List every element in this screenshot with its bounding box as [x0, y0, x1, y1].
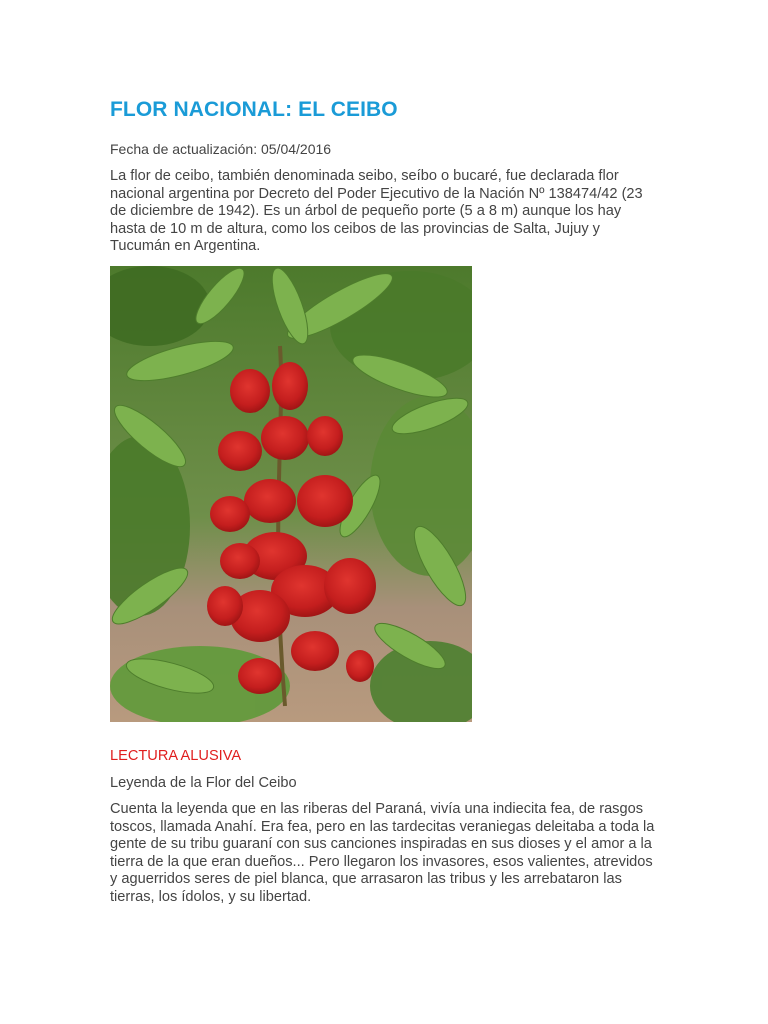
intro-paragraph: La flor de ceibo, también denominada seibo, seíbo o bucaré, fue declarada flor nacional argentina por Decreto del Poder Ejecutivo de la Nación Nº 138474/42 (23 de diciembre de 1942). Es un árbol de pequeño porte (5 a 8 m) aunque los hay hasta de 10 m de altura, como los ceibos de las provincias de Salta, Jujuy y Tucumán en Argentina.	[110, 168, 643, 254]
section-label: LECTURA ALUSIVA	[110, 748, 242, 764]
page-title: FLOR NACIONAL: EL CEIBO	[110, 98, 398, 121]
update-date: Fecha de actualización: 05/04/2016	[110, 141, 332, 157]
legend-paragraph: Cuenta la leyenda que en las riberas del Paraná, vivía una indiecita fea, de rasgos toscos, llamada Anahí. Era fea, pero en las tardecitas veraniegas deleitaba a toda la gente de su tribu guaraní con sus canciones inspiradas en sus dioses y el amor a la tierra de la que eran dueños... Pero llegaron los invasores, esos valientes, atrevidos y aguerridos seres de piel blanca, que arrasaron las tribus y les arrebataron las tierras, los ídolos, y su libertad.	[110, 801, 655, 905]
legend-title: Leyenda de la Flor del Ceibo	[110, 775, 297, 791]
ceibo-flower-photo	[110, 266, 472, 722]
